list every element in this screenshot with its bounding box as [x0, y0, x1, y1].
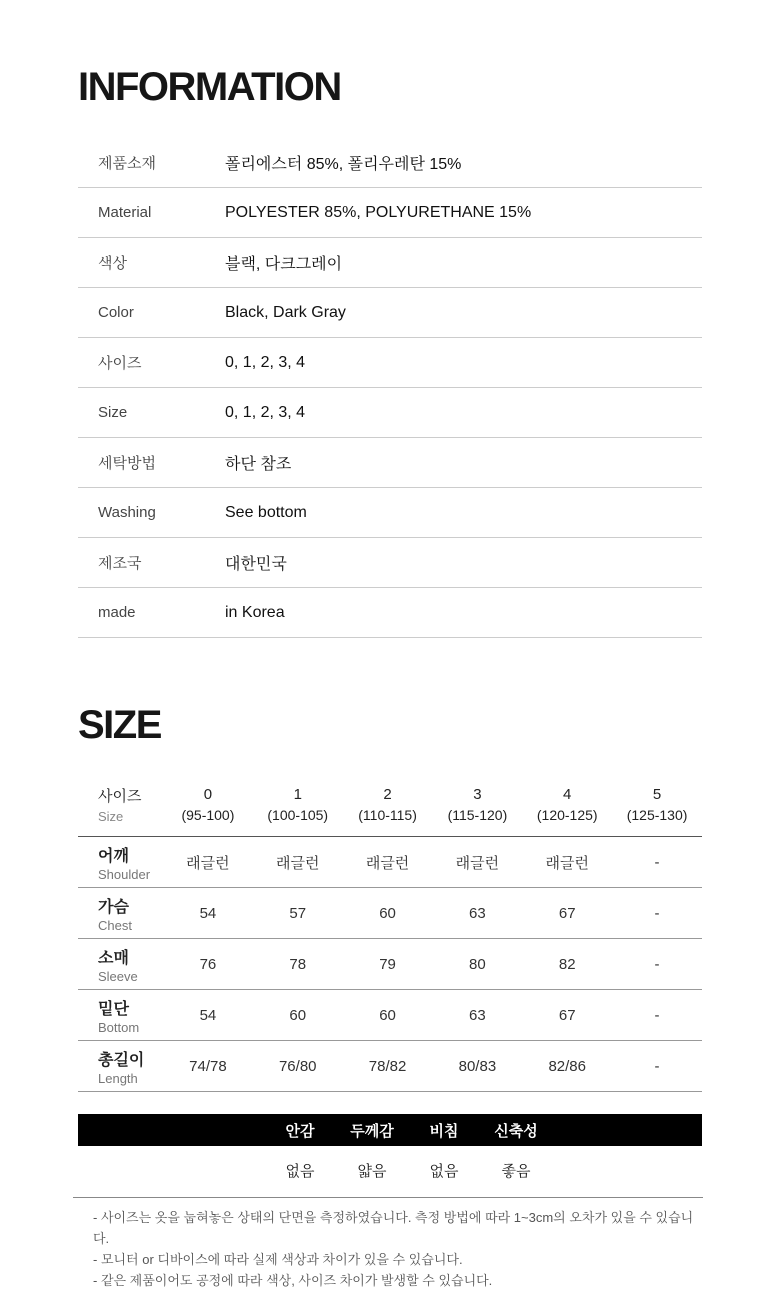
attr-header-thickness: 두께감: [350, 1122, 394, 1140]
size-column-range: (110-115): [358, 806, 417, 823]
size-row-sleeve: [78, 939, 702, 990]
size-row-shoulder: [78, 837, 702, 888]
info-row-label: Material: [98, 204, 152, 221]
size-cell: 래글런: [186, 854, 230, 872]
size-column-num: 0: [203, 785, 213, 803]
info-row-label: 색상: [98, 255, 127, 272]
info-row-origin-ko: [78, 538, 702, 588]
size-column-3: [432, 786, 522, 823]
size-row-label: [78, 1047, 163, 1086]
size-row-label-en: Bottom: [98, 1019, 140, 1035]
size-column-num: 3: [473, 785, 482, 803]
attr-value-sheerness: 없음: [429, 1162, 459, 1180]
size-cell: 래글런: [455, 854, 500, 872]
size-cell: 67: [558, 904, 576, 922]
size-row-label: [78, 894, 163, 933]
size-cell: 78: [289, 955, 307, 973]
size-cell: -: [654, 1006, 660, 1024]
size-header-label-ko: 사이즈: [98, 787, 142, 805]
info-row-value: 0, 1, 2, 3, 4: [225, 353, 306, 371]
size-row-label-ko: 소매: [98, 949, 129, 967]
size-column-range: (125-130): [626, 806, 688, 823]
note-line: - 같은 제품이어도 공정에 따라 색상, 사이즈 차이가 발생할 수 있습니다.: [93, 1273, 493, 1288]
size-column-range: (120-125): [536, 806, 598, 823]
size-column-range: (95-100): [181, 806, 235, 823]
size-column-0: [163, 786, 253, 823]
info-row-value: POLYESTER 85%, POLYURETHANE 15%: [225, 203, 532, 221]
size-cell: 80/83: [458, 1057, 497, 1075]
size-cell: 래글런: [276, 854, 320, 872]
size-cell: 67: [558, 1006, 576, 1024]
size-cell: 79: [379, 955, 396, 973]
size-row-label-en: Shoulder: [98, 866, 151, 882]
info-row-label: Color: [98, 304, 134, 321]
size-row-label: [78, 996, 163, 1035]
info-row-label: 제품소재: [98, 155, 156, 172]
size-column-4: [522, 786, 612, 823]
size-cell: 54: [199, 1006, 217, 1024]
size-cell: -: [654, 853, 660, 871]
fabric-attributes-header-bar: [78, 1114, 702, 1146]
size-row-label-ko: 총길이: [98, 1051, 145, 1069]
size-row-label-en: Sleeve: [98, 968, 138, 984]
size-row-bottom: [78, 990, 702, 1041]
info-row-color-ko: [78, 238, 702, 288]
fabric-attributes-values: [78, 1160, 702, 1180]
size-row-label-ko: 가슴: [98, 898, 129, 916]
info-row-value: See bottom: [225, 503, 307, 521]
size-row-label: [78, 843, 163, 882]
size-column-1: [253, 786, 343, 823]
size-cell: -: [654, 955, 660, 973]
size-cell: 54: [199, 904, 217, 922]
size-column-range: (115-120): [447, 806, 508, 823]
size-column-num: 2: [383, 785, 392, 803]
info-row-label: 제조국: [98, 555, 142, 572]
info-row-value: 블랙, 다크그레이: [225, 256, 343, 273]
size-table: [78, 772, 702, 1092]
size-row-label-en: Length: [98, 1070, 138, 1086]
info-row-value: in Korea: [225, 603, 285, 621]
size-row-chest: [78, 888, 702, 939]
size-cell: 76/80: [278, 1057, 317, 1075]
info-row-label: 사이즈: [98, 355, 142, 372]
size-cell: 63: [469, 1006, 486, 1024]
info-row-washing-en: [78, 488, 702, 538]
attr-value-elasticity: 좋음: [501, 1162, 531, 1180]
attr-value-lining: 없음: [285, 1162, 315, 1180]
size-column-range: (100-105): [267, 806, 329, 823]
size-cell: 63: [469, 904, 486, 922]
attr-header-sheerness: 비침: [429, 1122, 459, 1140]
info-row-value: 0, 1, 2, 3, 4: [225, 403, 306, 421]
info-row-value: Black, Dark Gray: [225, 303, 346, 321]
attr-header-elasticity: 신축성: [494, 1122, 538, 1140]
attr-header-lining: 안감: [285, 1122, 315, 1140]
size-cell: 80: [469, 955, 486, 973]
size-cell: -: [654, 904, 660, 922]
size-cell: 래글런: [545, 854, 589, 872]
info-row-material-en: [78, 188, 702, 238]
size-column-num: 1: [293, 785, 302, 803]
info-row-value: 하단 참조: [225, 456, 292, 473]
size-cell: 60: [379, 1006, 396, 1024]
size-cell: -: [654, 1057, 660, 1075]
size-cell: 82: [558, 955, 576, 973]
page-content: [78, 0, 702, 1289]
information-table: [78, 138, 702, 638]
info-row-material-ko: [78, 138, 702, 188]
info-row-size-ko: [78, 338, 702, 388]
size-column-5: [612, 786, 702, 823]
size-cell: 래글런: [365, 854, 410, 872]
size-title: SIZE: [78, 703, 161, 747]
size-column-num: 4: [563, 785, 572, 803]
disclaimer-notes: [73, 1197, 703, 1289]
size-cell: 60: [379, 904, 396, 922]
size-column-num: 5: [652, 785, 662, 803]
size-row-length: [78, 1041, 702, 1092]
info-row-color-en: [78, 288, 702, 338]
attr-value-thickness: 얇음: [357, 1162, 387, 1180]
size-header-row: [78, 772, 702, 837]
size-cell: 57: [289, 904, 307, 922]
size-row-label-ko: 어깨: [98, 847, 129, 865]
info-row-origin-en: [78, 588, 702, 638]
note-line: - 사이즈는 옷을 눕혀놓은 상태의 단면을 측정하였습니다. 측정 방법에 따라 1~3cm의 오차가 있을 수 있습니다.: [93, 1210, 694, 1246]
size-cell: 78/82: [368, 1057, 407, 1075]
info-row-value: 대한민국: [225, 556, 287, 573]
size-header-label-en: Size: [98, 808, 124, 824]
size-row-label-ko: 밑단: [98, 1000, 129, 1018]
size-cell: 76: [199, 955, 217, 973]
note-line: - 모니터 or 디바이스에 따라 실제 색상과 차이가 있을 수 있습니다.: [93, 1252, 463, 1267]
info-row-label: Washing: [98, 504, 156, 521]
info-row-label: made: [98, 604, 136, 621]
size-cell: 82/86: [548, 1057, 586, 1075]
info-row-value: 폴리에스터 85%, 폴리우레탄 15%: [225, 156, 462, 173]
info-row-washing-ko: [78, 438, 702, 488]
size-row-label-en: Chest: [98, 917, 132, 933]
size-cell: 60: [289, 1006, 307, 1024]
info-row-size-en: [78, 388, 702, 438]
size-cell: 74/78: [189, 1057, 227, 1075]
size-column-2: [343, 786, 433, 823]
info-row-label: Size: [98, 404, 128, 421]
info-row-label: 세탁방법: [98, 455, 156, 472]
size-header-label: [78, 785, 163, 824]
information-title: INFORMATION: [78, 65, 341, 109]
size-row-label: [78, 945, 163, 984]
